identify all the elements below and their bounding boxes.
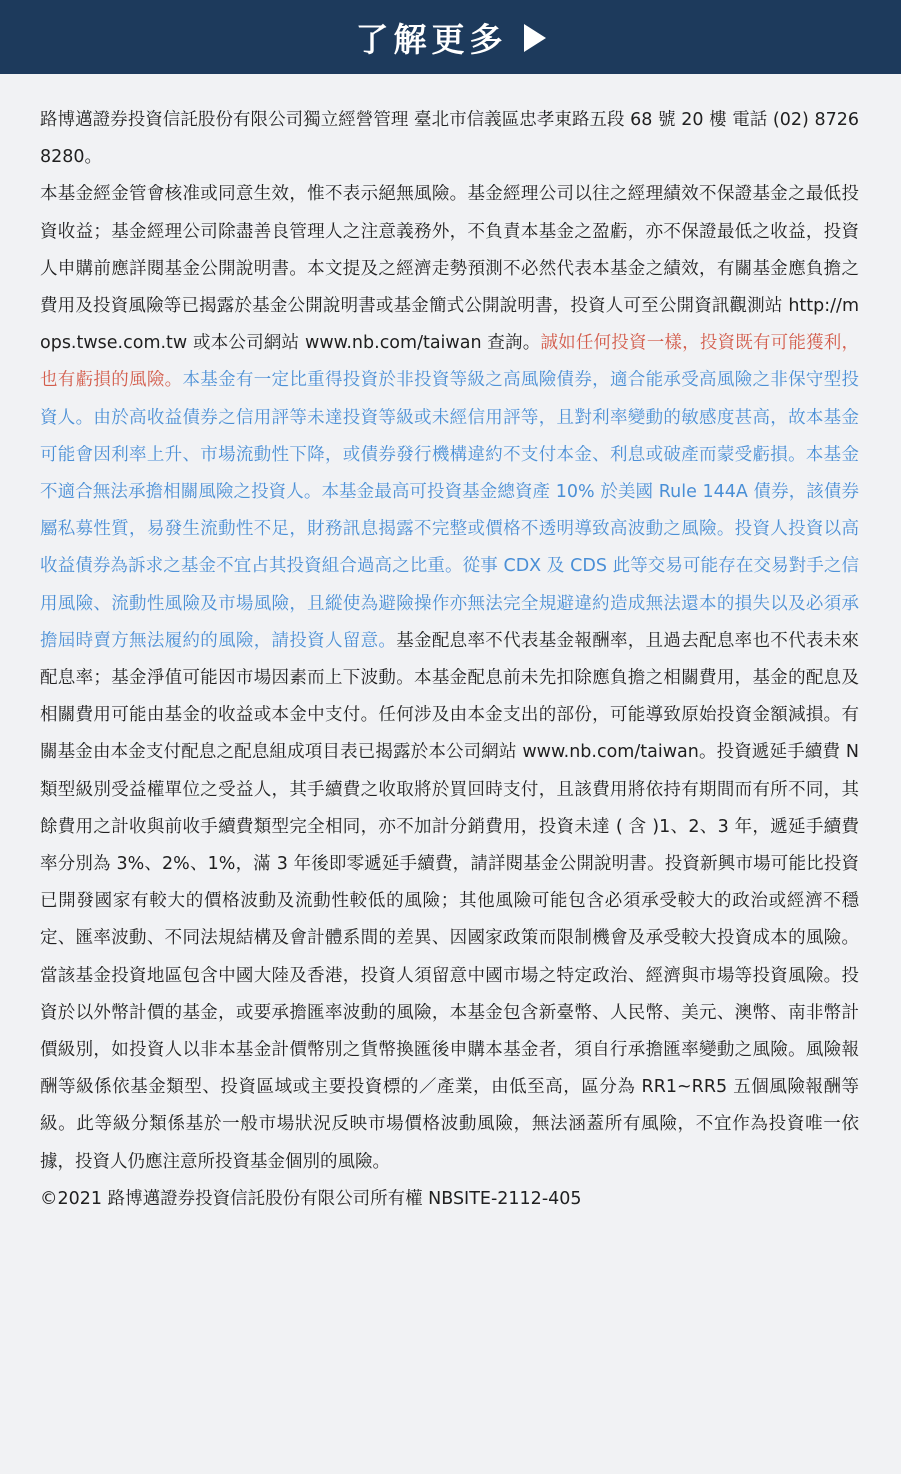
risk-disclosure-general: 本基金經金管會核准或同意生效，惟不表示絕無風險。基金經理公司以往之經理績效不保證基金之最低投資收益；基金經理公司除盡善良管理人之注意義務外，不負責本基金之盈虧，亦不保證最低之收益，投資人申購前應詳閱基金公開說明書。本文提及之經濟走勢預測不必然代表本基金之績效，有關基金應負擔之費用及投資風險等已揭露於基金公開說明書或基金簡式公開說明書，投資人可至公開資訊觀測站 http://mops.twse.com.tw 或本公司網站 www.nb.com/taiwan 查詢。: [40, 184, 859, 354]
company-address: 路博邁證券投資信託股份有限公司獨立經營管理 臺北市信義區忠孝東路五段 68 號 20 樓 電話 (02) 8726 8280。: [40, 110, 859, 168]
risk-warning-highlight: 誠如任何投資一樣，投資既有可能獲利，也有虧損的風險。: [40, 333, 859, 391]
learn-more-label[interactable]: 了解更多: [355, 19, 508, 59]
learn-more-banner[interactable]: [0, 0, 901, 74]
dividend-and-fee-disclosure: 基金配息率不代表基金報酬率，且過去配息率也不代表未來配息率；基金淨值可能因市場因素而上下波動。本基金配息前未先扣除應負擔之相關費用，基金的配息及相關費用可能由基金的收益或本金中支付。任何涉及由本金支出的部份，可能導致原始投資金額減損。有關基金由本金支付配息之配息組成項目表已揭露於本公司網站 www.nb.com/taiwan。投資遞延手續費 N 類型級別受益權單位之受益人，其手續費之收取將於買回時支付，且該費用將依持有期間而有所不同，其餘費用之計收與前收手續費類型完全相同，亦不加計分銷費用，投資未達 ( 含 )1、2、3 年，遞延手續費率分別為 3%、2%、1%，滿 3 年後即零遞延手續費，請詳閱基金公開說明書。投資新興市場可能比投資已開發國家有較大的價格波動及流動性較低的風險；其他風險可能包含必須承受較大的政治或經濟不穩定、匯率波動、不同法規結構及會計體系間的差異、因國家政策而限制機會及承受較大投資成本的風險。當該基金投資地區包含中國大陸及香港，投資人須留意中國市場之特定政治、經濟與市場等投資風險。投資於以外幣計價的基金，或要承擔匯率波動的風險，本基金包含新臺幣、人民幣、美元、澳幣、南非幣計價級別，如投資人以非本基金計價幣別之貨幣換匯後申購本基金者，須自行承擔匯率變動之風險。風險報酬等級係依基金類型、投資區域或主要投資標的／產業，由低至高，區分為 RR1~RR5 五個風險報酬等級。此等級分類係基於一般市場狀況反映市場價格波動風險，無法涵蓋所有風險，不宜作為投資唯一依據，投資人仍應注意所投資基金個別的風險。: [40, 630, 860, 1172]
play-arrow-icon[interactable]: [524, 24, 546, 52]
disclaimer-text: [0, 74, 901, 1218]
high-yield-bond-warning: 本基金有一定比重得投資於非投資等級之高風險債券，適合能承受高風險之非保守型投資人。由於高收益債券之信用評等未達投資等級或未經信用評等，且對利率變動的敏感度甚高，故本基金可能會因利率上升、市場流動性下降，或債券發行機構違約不支付本金、利息或破產而蒙受虧損。本基金不適合無法承擔相關風險之投資人。本基金最高可投資基金總資產 10% 於美國 Rule 144A 債券，該債券屬私募性質，易發生流動性不足，財務訊息揭露不完整或價格不透明導致高波動之風險。投資人投資以高收益債券為訴求之基金不宜占其投資組合過高之比重。從事 CDX 及 CDS 此等交易可能存在交易對手之信用風險、流動性風險及市場風險，且縱使為避險操作亦無法完全規避違約造成無法還本的損失以及必須承擔屆時賣方無法履約的風險，請投資人留意。: [40, 370, 860, 651]
risk-disclosure: [40, 176, 859, 1180]
copyright-notice: ©2021 路博邁證券投資信託股份有限公司所有權 NBSITE-2112-405: [40, 1188, 582, 1209]
